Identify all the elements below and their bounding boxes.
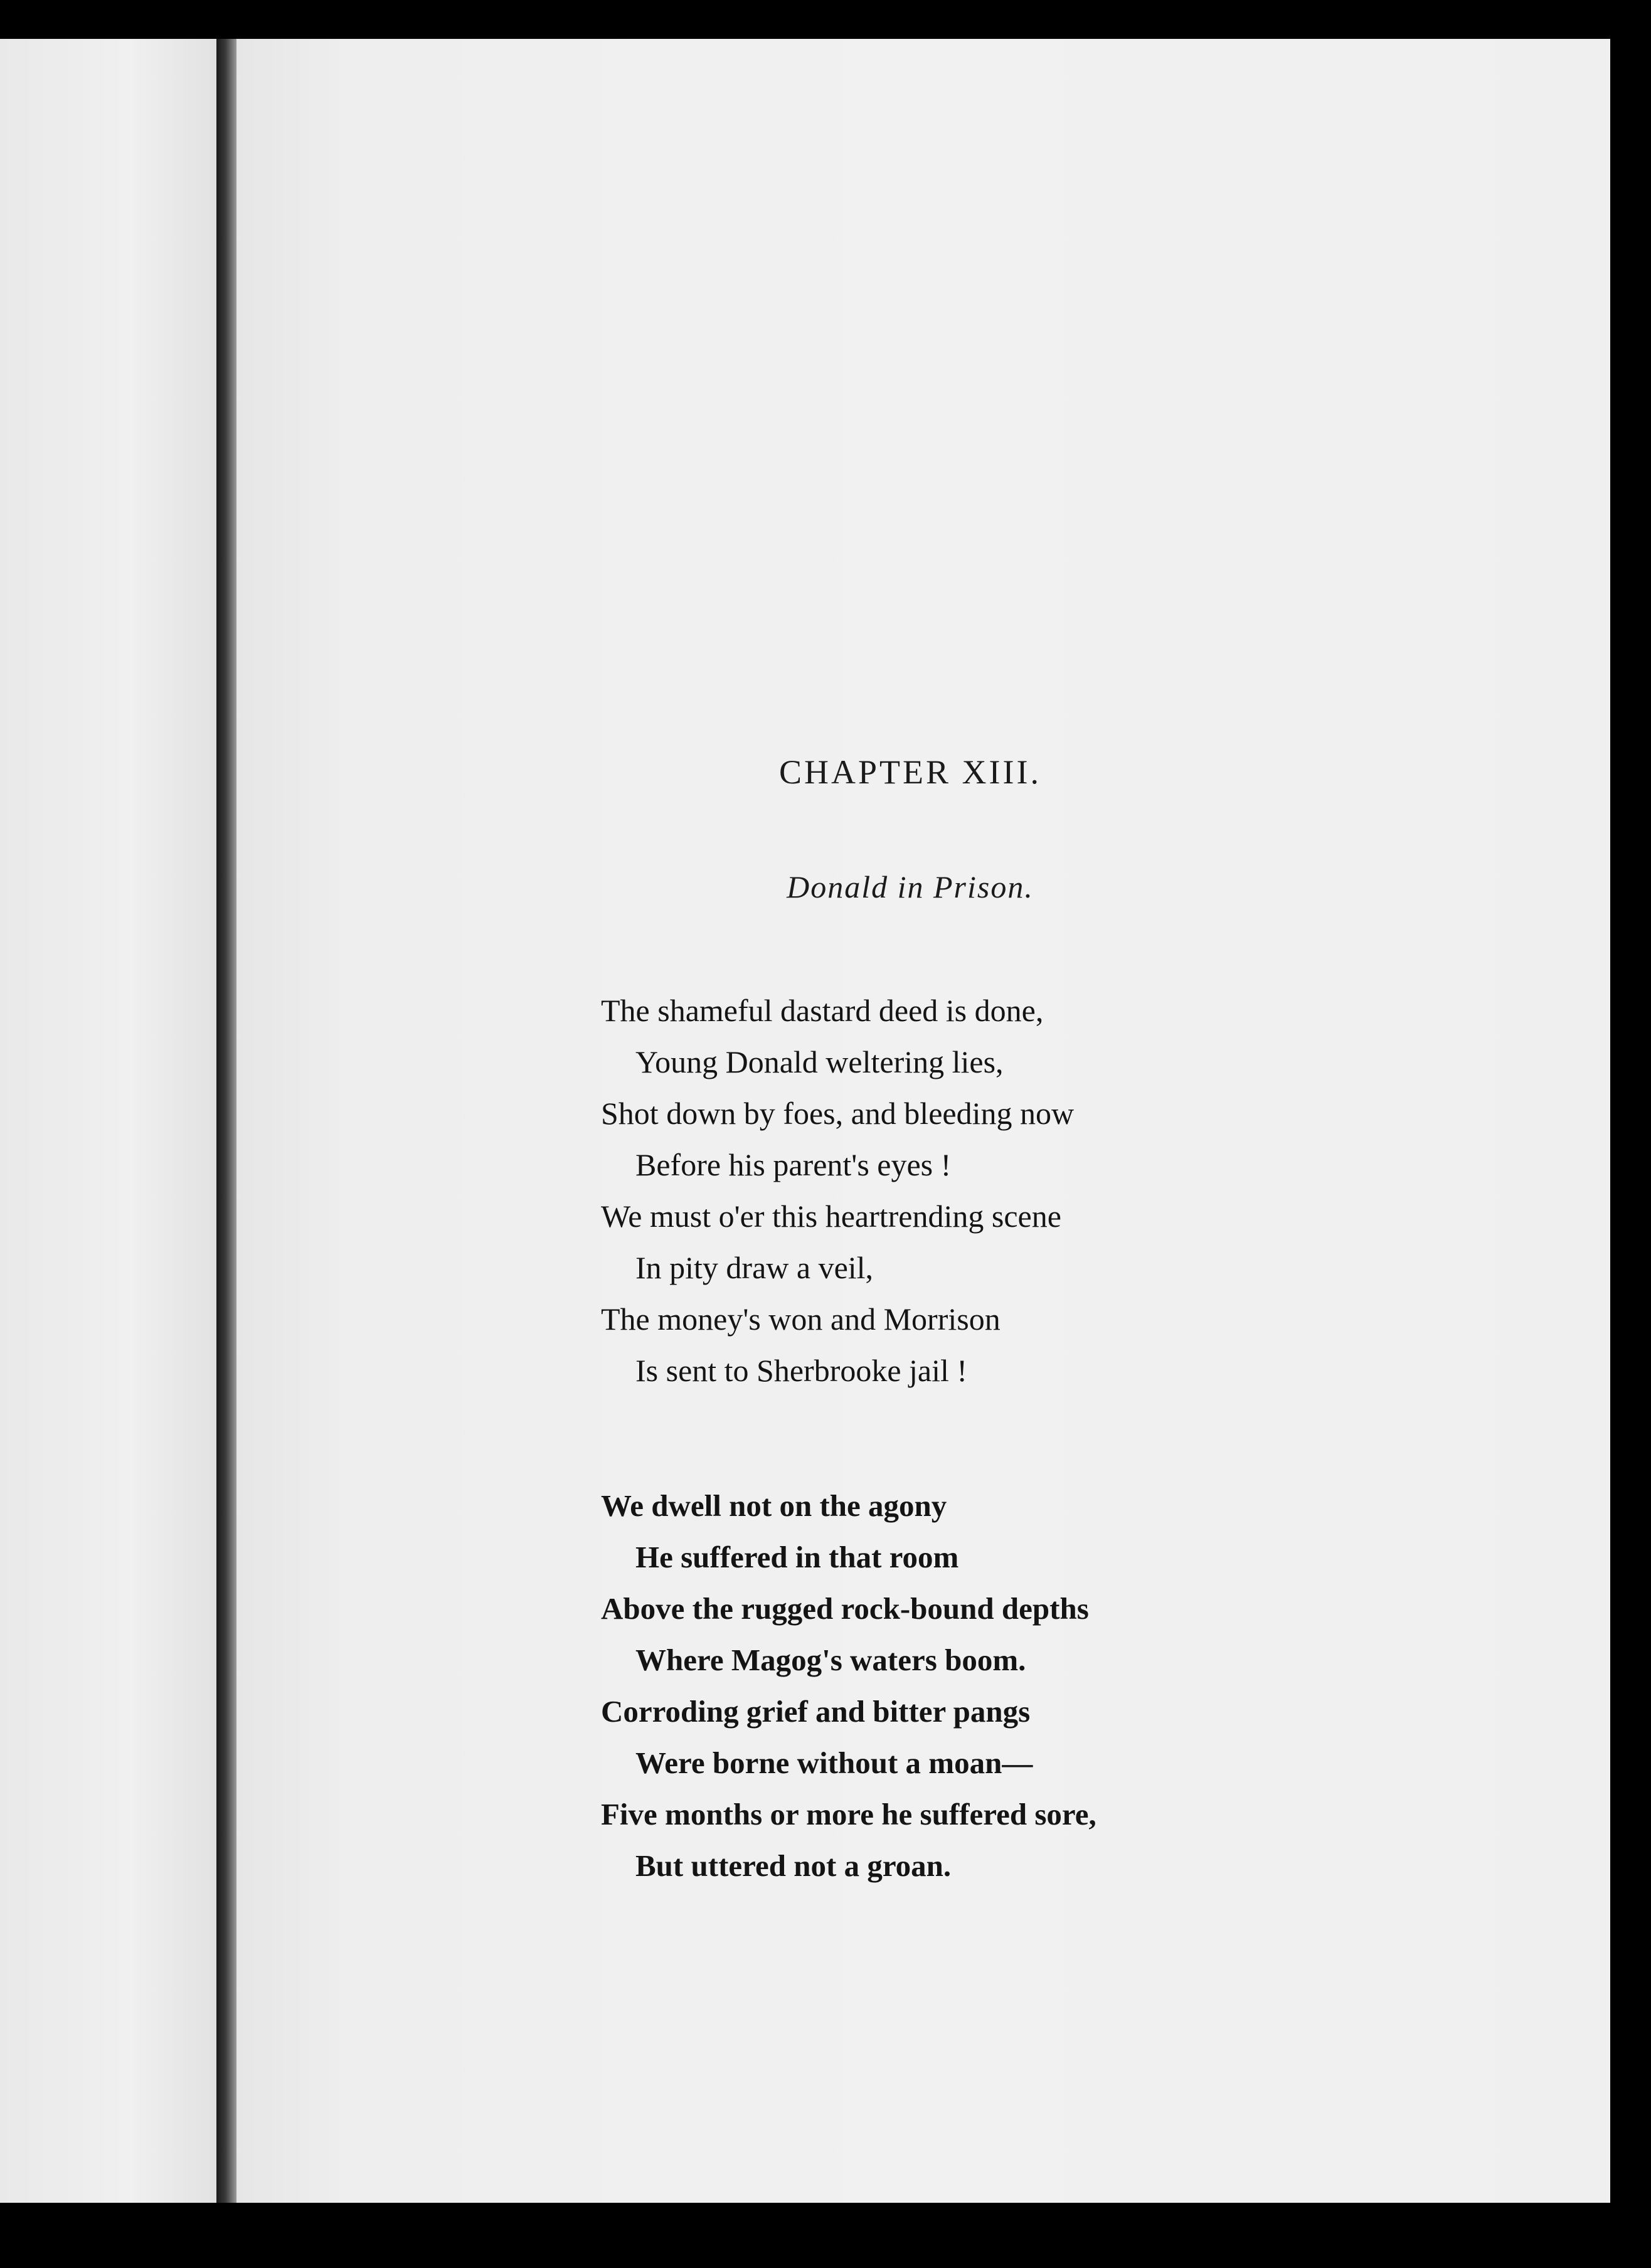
verse-line: The shameful dastard deed is done, <box>601 993 1044 1028</box>
verse-line: Young Donald weltering lies, <box>635 1044 1004 1079</box>
chapter-title: CHAPTER XIII. <box>779 753 1041 791</box>
book-gutter <box>216 39 236 2203</box>
verse-line: Corroding grief and bitter pangs <box>601 1694 1031 1729</box>
verse-line: Where Magog's waters boom. <box>635 1643 1026 1677</box>
poem-stanza-1 <box>601 985 1228 1396</box>
verse-line: We dwell not on the agony <box>601 1488 947 1523</box>
facing-page-edge <box>0 39 216 2203</box>
verse-line: Five months or more he suffered sore, <box>601 1797 1096 1831</box>
verse-line: The money's won and Morrison <box>601 1301 1001 1337</box>
poem-stanza-2 <box>601 1480 1228 1892</box>
verse-line: Were borne without a moan— <box>635 1746 1033 1780</box>
chapter-subtitle: Donald in Prison. <box>787 869 1034 904</box>
verse-line: Before his parent's eyes ! <box>635 1147 952 1182</box>
scan-border <box>1610 0 1651 2268</box>
verse-line: Is sent to Sherbrooke jail ! <box>635 1353 968 1388</box>
verse-line: We must o'er this heartrending scene <box>601 1199 1061 1234</box>
verse-line: In pity draw a veil, <box>635 1250 874 1285</box>
verse-line: Shot down by foes, and bleeding now <box>601 1096 1075 1131</box>
verse-line: But uttered not a groan. <box>635 1848 952 1883</box>
verse-line: He suffered in that room <box>635 1540 959 1574</box>
verse-line: Above the rugged rock-bound depths <box>601 1591 1089 1626</box>
